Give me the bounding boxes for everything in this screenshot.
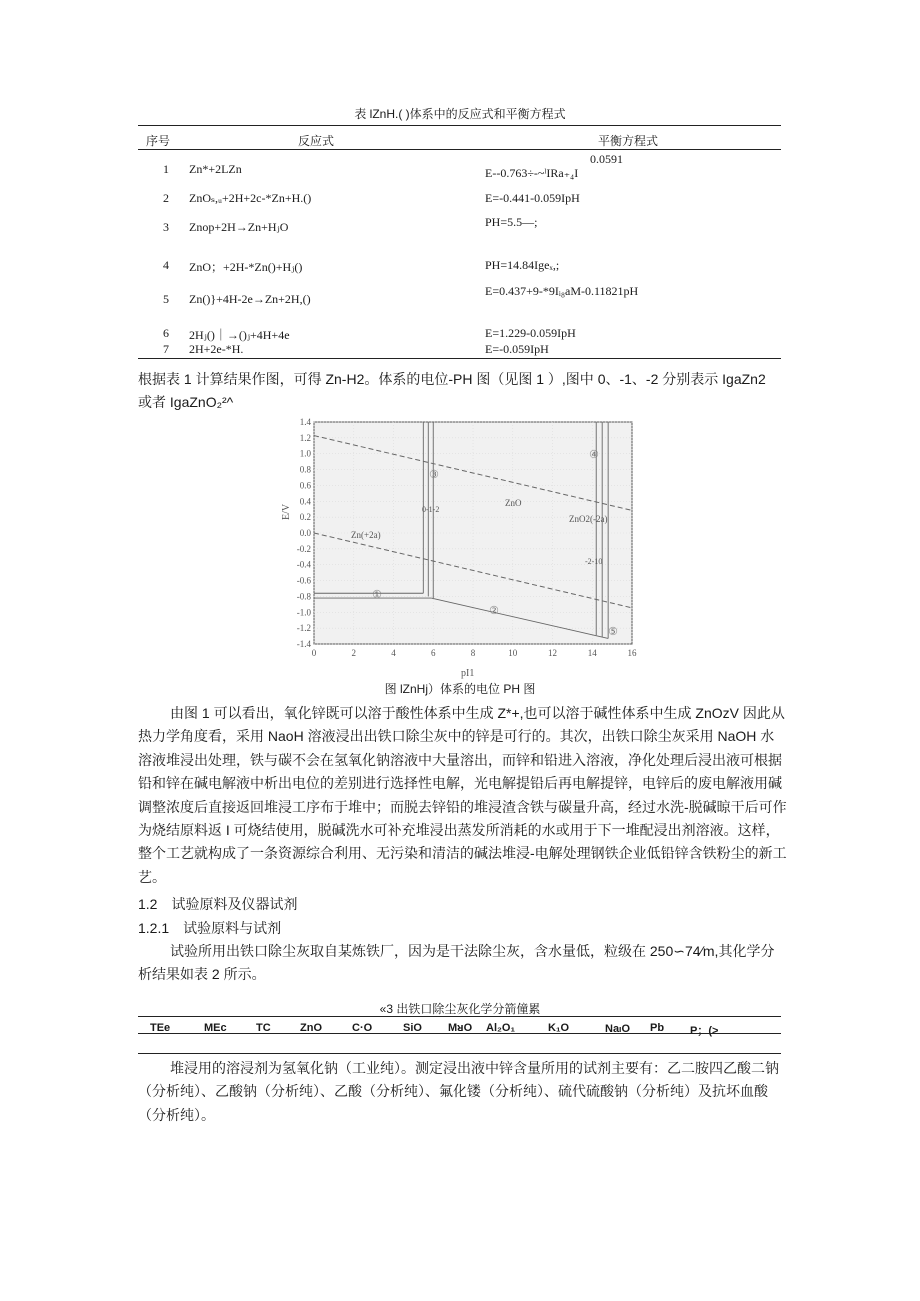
circle-label-4: ④ (589, 448, 599, 461)
table2-header-cell: Pb (650, 1022, 665, 1034)
y-tick-label: -1.0 (296, 607, 311, 618)
circle-label-1: ① (372, 588, 382, 601)
region-label-zno: ZnO (505, 498, 522, 508)
x-tick-label: 0 (311, 648, 317, 658)
region-label-zn2: Zn(+2a) (351, 530, 381, 540)
row-equation: E=-0.059IpH (485, 342, 549, 356)
row-reaction: ZnO；+2H-*Zn()+Hⱼ() (189, 260, 303, 274)
row-equation-top: 0.0591 (590, 152, 623, 166)
table1-bottom-rule (138, 358, 781, 359)
table2-header-cell: SiO (403, 1022, 422, 1034)
row-number: 1 (163, 162, 169, 176)
x-tick-label: 12 (548, 648, 557, 658)
y-tick-label: 0.6 (299, 480, 311, 491)
row-equation: E=0.437+9-*9Iᵢ₈aM-0.11821pH (485, 284, 639, 298)
table2-caption: «3 出铁口除尘灰化学分箭僮累 (379, 1002, 541, 1016)
table2-header-cell: Al₂O₁ (486, 1022, 515, 1034)
table1-header-rule (138, 149, 781, 150)
table2-header-cell: MᴚO (448, 1022, 473, 1034)
y-tick-label: -0.8 (296, 591, 311, 602)
body-paragraph: 试验所用出铁口除尘灰取自某炼铁厂，因为是干法除尘灰，含水量低，粒级在 250∽74∕m,其化学分析结果如表 2 所示。 (138, 943, 775, 983)
table2-header-cell: NaₗO (605, 1023, 631, 1035)
y-tick-label: -0.2 (296, 543, 311, 554)
body-paragraph-cont: 或者 IgaZnO₂²^ (138, 394, 234, 410)
x-tick-labels (312, 648, 637, 658)
row-reaction: 2H+2e-*H. (189, 342, 244, 356)
subsection-heading: 1.2.1 试验原料与试剂 (138, 920, 282, 936)
table2-bottom-rule (138, 1053, 781, 1054)
x-tick-label: 4 (391, 648, 396, 658)
region-label-210: -2-10 (585, 557, 603, 566)
table1-header-equation: 平衡方程式 (598, 134, 659, 148)
table2-header-cell: MEc (204, 1022, 227, 1034)
row-reaction: Znop+2H→Zn+HⱼO (189, 220, 289, 234)
potential-ph-diagram (283, 418, 643, 680)
x-tick-label: 14 (587, 648, 597, 658)
x-tick-label: 2 (351, 648, 356, 658)
y-tick-label: -0.6 (296, 575, 311, 586)
row-equation: PH=14.84Igeₓ,; (485, 258, 560, 272)
row-number: 3 (163, 220, 169, 234)
body-paragraph: 由图 1 可以看出，氧化锌既可以溶于酸性体系中生成 Z*+,也可以溶于碱性体系中生成 ZnOzV 因此从热力学角度看，采用 NaoH 溶液浸出出铁口除尘灰中的锌是可行的。其次，出铁口除尘灰采用 NaOH 水溶液堆浸出处理，铁与碳不会在氢氧化钠溶液中大量溶出，而锌和铅进入溶液，净化处理后浸出液可根据铅和锌在碱电解液中析出电位的差别进行选择性电解，光电解提铅后再电解提锌，电锌后的废电解液用碱调整浓度后直接返回堆浸工序布于堆中；而脱去锌铅的堆浸渣含铁与碳量升高，经过水洗-脱碱晾干后可作为烧结原料返 I 可烧结使用，脱碱洗水可补充堆浸出蒸发所消耗的水或用于下一堆配浸出剂溶液。这样，整个工艺就构成了一条资源综合利用、无污染和清洁的碱法堆浸-电解处理钢铁企业低铅锌含铁粉尘的新工艺。 (138, 705, 787, 885)
table2-header-cell: TEe (150, 1022, 171, 1034)
y-tick-label: 1.4 (299, 417, 311, 427)
circle-label-3: ③ (429, 468, 439, 481)
x-axis-label: pI1 (461, 668, 475, 679)
table2-header-cell: K₁O (548, 1022, 570, 1034)
table1-header-reaction: 反应式 (298, 134, 335, 148)
row-reaction: ZnOₛ,ᵤ+2H+2c-*Zn+H.() (189, 191, 312, 205)
table1-header-no: 序号 (146, 134, 171, 148)
y-tick-label: 0.8 (299, 464, 311, 475)
table1-caption: 表 lZnH.( )体系中的反应式和平衡方程式 (354, 107, 566, 121)
row-number: 2 (163, 191, 169, 205)
circle-label-2: ② (489, 604, 499, 617)
y-axis-label: E/V (281, 503, 292, 520)
x-tick-label: 6 (431, 648, 436, 658)
body-paragraph: 堆浸用的溶浸剂为氢氧化钠（工业纯）。测定浸出液中锌含量所用的试剂主要有：乙二胺四乙酸二钠（分析纯）、乙酸钠（分析纯）、乙酸（分析纯）、氟化镂（分析纯）、硫代硫酸钠（分析纯）及抗坏血酸（分析纯）。 (138, 1060, 779, 1123)
region-label-012: 0-1-2 (422, 505, 440, 514)
x-tick-label: 16 (627, 648, 637, 658)
figure-caption: 图 lZnHj）体系的电位 PH 图 (384, 682, 536, 696)
y-tick-label: 1.0 (299, 448, 311, 459)
y-tick-labels (297, 417, 312, 649)
row-equation: E=-0.441-0.059IpH (485, 191, 580, 205)
y-tick-label: 0.4 (299, 496, 311, 507)
y-tick-label: -1.2 (296, 623, 311, 634)
x-tick-label: 8 (470, 648, 476, 658)
table2-header-cell: ZnO (300, 1022, 322, 1034)
body-paragraph: 根据表 1 计算结果作图，可得 Zn-H2。体系的电位-PH 图（见图 1 ）,图中 0、-1、-2 分别表示 IgaZn2 (138, 371, 766, 387)
table2-header-rule (138, 1033, 781, 1034)
row-equation: E--0.763÷-~ˡIRa₊₄I (485, 166, 579, 180)
table2-header-cell: C·O (352, 1022, 373, 1034)
section-heading: 1.2 试验原料及仪器试剂 (138, 896, 298, 912)
table1-top-rule (138, 125, 781, 126)
table2-header-cell: P；(> (690, 1025, 719, 1037)
y-tick-label: 1.2 (299, 432, 311, 443)
row-reaction: Zn*+2LZn (189, 162, 242, 176)
row-number: 5 (163, 292, 169, 306)
row-equation: PH=5.5—; (485, 215, 538, 229)
row-reaction: 2Hⱼ()｜→()ⱼ+4H+4e (189, 328, 290, 342)
row-reaction: Zn()}+4H-2e→Zn+2H,() (189, 292, 311, 306)
row-equation: E=1.229-0.059IpH (485, 326, 576, 340)
y-tick-label: 0.2 (299, 512, 311, 523)
y-tick-label: -0.4 (296, 559, 311, 570)
circle-label-5: ⑤ (608, 625, 618, 638)
table2-top-rule (138, 1016, 781, 1017)
row-number: 6 (163, 326, 169, 340)
table2-header-cell: TC (256, 1022, 271, 1034)
x-tick-label: 10 (508, 648, 518, 658)
row-number: 4 (163, 258, 169, 272)
region-label-zno2: ZnO2(-2a) (569, 514, 608, 524)
y-tick-label: -1.4 (296, 639, 311, 649)
row-number: 7 (163, 342, 169, 356)
y-tick-label: 0.0 (299, 528, 311, 538)
